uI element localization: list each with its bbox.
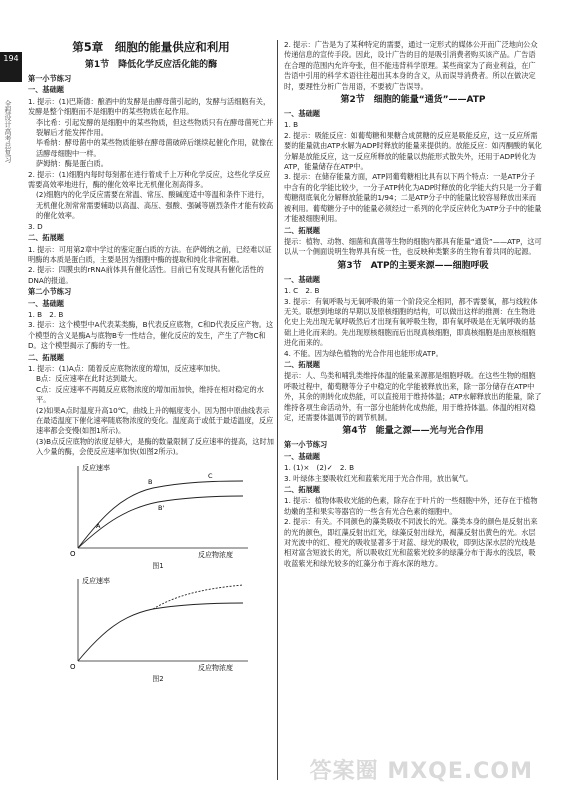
answer-paragraph: 1. (1)× (2)✓ 2. B bbox=[284, 463, 354, 473]
answer-paragraph: 2. 提示：四膜虫的rRNA前体具有催化活性。目前已有发现具有催化活性的DNA的报道。 bbox=[28, 265, 264, 285]
answer-paragraph: 1. 提示：植物体吸收光能的色素，除存在于叶片的一些细胞中外，还存在于植物幼嫩的茎和果实等器官的一些含有光合色素的细胞中。 bbox=[284, 496, 538, 516]
page-number-tab bbox=[0, 52, 22, 82]
point-c-label: C bbox=[208, 471, 213, 480]
answer-paragraph: 2. 提示：吸能反应：如葡萄糖和果糖合成蔗糖的反应是吸能反应，这一反应所需要的能量就由ATP水解为ADP时释放的能量来提供的。放能反应：如丙酮酸的氧化分解是放能反应，这一反应所释放的能量以热能形式散失外，还用于ADP转化为ATP，能量储存在ATP中。 bbox=[284, 130, 542, 172]
origin-label: O bbox=[70, 663, 76, 672]
answer-paragraph: 3. 提示：这个模型中A代表某类酶，B代表反应底物，C和D代表反应产物。这个模型的含义是酶A与底物B专一性结合，催化反应的发生，产生了产物C和D。这个模型揭示了酶的专一性。 bbox=[28, 320, 274, 351]
curve-more-enzyme bbox=[153, 585, 243, 609]
section-title: 第1节 降低化学反应活化能的酶 bbox=[84, 60, 218, 70]
category-heading: 二、拓展题 bbox=[28, 233, 64, 243]
figure-1-caption: 图1 bbox=[152, 561, 164, 570]
answer-paragraph: 3. 叶绿体主要吸收红光和蓝紫光用于光合作用，放出氧气。 bbox=[284, 473, 473, 483]
figure-1-graph bbox=[58, 460, 258, 560]
category-heading: 二、拓展题 bbox=[284, 485, 320, 495]
answer-paragraph: 1. 提示：(1)A点：随着反应底物浓度的增加，反应速率加快。 bbox=[28, 363, 225, 373]
point-b-label: B bbox=[148, 477, 153, 486]
point-bprime-label: B' bbox=[158, 503, 165, 512]
answer-paragraph: 4. 不能。因为绿色植物的光合作用也能形成ATP。 bbox=[284, 348, 443, 358]
answer-paragraph: 1. 提示：可用第2章中学过的鉴定蛋白质的方法。在萨姆纳之前，已经难以证明酶的本质是蛋白质，主要是因为细胞中酶的提取和纯化非常困难。 bbox=[28, 244, 272, 264]
figure-2-graph bbox=[58, 573, 258, 673]
category-heading: 一、基础题 bbox=[284, 109, 320, 119]
section-title: 第3节 ATP的主要来源——细胞呼吸 bbox=[337, 260, 489, 271]
answer-paragraph: 1. B 2. B bbox=[28, 309, 64, 319]
answer-paragraph: 李比希：引起发酵的是细胞中的某些物质，但这些物质只有在酵母菌死亡并裂解后才能发挥作用。 bbox=[36, 117, 274, 138]
figure-2-caption: 图2 bbox=[152, 675, 164, 684]
answer-paragraph: 1. 提示：(1)巴斯德：酿酒中的发酵是由酵母菌引起的，发酵与活细胞有关，发酵是整个细胞而不是细胞中的某些物质在起作用。 bbox=[28, 96, 271, 117]
category-heading: 一、基础题 bbox=[284, 451, 320, 461]
category-heading: 一、基础题 bbox=[284, 274, 320, 284]
answer-paragraph: 萨姆纳：酶是蛋白质。 bbox=[36, 159, 108, 169]
point-a-label: A bbox=[96, 521, 101, 530]
answer-paragraph: (2)如果A点时温度升高10℃，曲线上升的幅度变小。因为图中原曲线表示在最适温度下催化速率随底物浓度的变化。温度高于或低于最适温度，反应速率都会变慢(如图1所示)。 bbox=[36, 405, 274, 436]
y-axis-label: 反应速率 bbox=[82, 577, 110, 586]
column-divider bbox=[277, 40, 278, 780]
answer-paragraph: 1. B bbox=[284, 120, 299, 130]
category-heading: 二、拓展题 bbox=[284, 225, 320, 235]
answer-paragraph: C点：反应速率不再随反应底物浓度的增加而加快，维持在相对稳定的水平。 bbox=[36, 384, 264, 405]
answer-paragraph: 1. C 2. B bbox=[284, 286, 320, 296]
category-heading: 二、拓展题 bbox=[28, 352, 64, 362]
category-heading: 一、基础题 bbox=[28, 85, 64, 95]
curve-original bbox=[78, 603, 243, 661]
watermark: 答案圈 MXQE.COM bbox=[309, 759, 533, 784]
answer-paragraph: 毕希纳：酵母菌中的某些物质能够在酵母菌破碎后继续起催化作用，就像在活酵母细胞中一样。 bbox=[36, 138, 274, 158]
category-heading: 二、拓展题 bbox=[284, 359, 320, 369]
subsection-title: 第二小节练习 bbox=[28, 287, 72, 297]
answer-paragraph: (3)B点反应底物的浓度足够大，是酶的数量限制了反应速率的提高，这时加入少量的酶，会使反应速率加快(如图2所示)。 bbox=[36, 436, 274, 457]
subsection-title: 第一小节练习 bbox=[284, 440, 328, 450]
answer-paragraph: 提示：植物、动物、细菌和真菌等生物的细胞内都具有能量“通货”——ATP，这可以从一个侧面说明生物界具有统一性，也反映种类繁多的生物有着共同的起源。 bbox=[284, 236, 542, 257]
origin-label: O bbox=[70, 549, 76, 558]
answer-paragraph: 提示：人、鸟类和哺乳类维持体温的能量来源都是细胞呼吸。在这些生物的细胞呼吸过程中，葡萄糖等分子中稳定的化学能被释放出来，除一部分储存在ATP中外，其余的则转化成热能，可以直接用于维持体温；ATP水解释放出的能量，除了维持各项生命活动外，有一部分也能转化成热能，用于维持体温。体温的相对稳定，还需要体温调节的调节机制。 bbox=[284, 371, 542, 422]
answer-paragraph: 2. 提示：有关。不同颜色的藻类吸收不同波长的光。藻类本身的颜色是反射出来的光的颜色，即红藻反射出红光，绿藻反射出绿光，褐藻反射出黄色的光。水层对光波中的红、橙光的吸收显著多于对蓝、绿光的吸收，即到达深水层的光线是相对富含短波长的光，所以吸收红光和蓝紫光较多的绿藻分布于海水的浅层，吸收蓝紫光和绿光较多的红藻分布于海水深的地方。 bbox=[284, 517, 538, 568]
answer-paragraph: 2. 提示：广告是为了某种特定的需要，通过一定形式的媒体公开而广泛地向公众传递信息的宣传手段。因此，设计广告的目的是吸引消费者购买该产品。广告语在合理的范围内允许夸张，但不能违背科学原理。某些商家为了商业利益，在广告语中引用的科学术语往往超出其本身的含义，从而误导消费者。所以在做决定时，要理性分析广告用语，不要被广告误导。 bbox=[284, 40, 538, 91]
page-number: 194 bbox=[3, 54, 19, 63]
section-title: 第2节 细胞的能量“通货”——ATP bbox=[340, 95, 486, 106]
category-heading: 一、基础题 bbox=[28, 298, 64, 308]
curve-original bbox=[78, 481, 243, 548]
answer-paragraph: B点：反应速率在此时达到最大。 bbox=[36, 374, 142, 384]
right-column bbox=[284, 40, 542, 569]
figure-2 bbox=[58, 573, 258, 673]
spine-text: 全程设计高考总复习 bbox=[4, 100, 12, 163]
answer-paragraph: 3. 提示：在储存能量方面，ATP同葡萄糖相比具有以下两个特点：一是ATP分子中含有的化学能比较少，一分子ATP转化为ADP时释放的化学能大约只是一分子葡萄糖彻底氧化分解释放能量的1/94；二是ATP分子中的能量比较容易释放出来而被利用。葡萄糖分子中的能量必须经过一系列的化学反应转化为ATP分子中的能量才能被细胞利用。 bbox=[284, 172, 542, 224]
left-column bbox=[28, 40, 274, 684]
figure-1 bbox=[58, 460, 258, 560]
answer-paragraph: 2. 提示：(1)细胞内每时每刻都在进行着成千上万种化学反应，这些化学反应需要高效率地进行，酶的催化效率比无机催化剂高得多。 bbox=[28, 169, 271, 190]
y-axis-label: 反应速率 bbox=[82, 463, 110, 472]
subsection-title: 第一小节练习 bbox=[28, 74, 72, 83]
answer-paragraph: (2)细胞内的化学反应需要在常温、常压、酸碱度适中等温和条件下进行，无机催化剂常常需要辅助以高温、高压、强酸、强碱等剧烈条件才能有较高的催化效率。 bbox=[36, 190, 274, 221]
section-title: 第4节 能量之源——光与光合作用 bbox=[342, 426, 484, 437]
x-axis-label: 反应物浓度 bbox=[198, 664, 233, 673]
answer-paragraph: 3. D bbox=[28, 221, 43, 231]
x-axis-label: 反应物浓度 bbox=[198, 550, 233, 559]
chapter-title: 第5章 细胞的能量供应和利用 bbox=[72, 40, 230, 54]
answer-paragraph: 3. 提示：有氧呼吸与无氧呼吸的第一个阶段完全相同，都不需要氧，都与线粒体无关。联想到地球的早期以及原核细胞的结构，可以做出这样的推测：在生物进化史上先出现无氧呼吸然后才出现有氧呼吸生物，即有氧呼吸是在无氧呼吸的基础上进化而来的。先出现原核细胞而后出现真核细胞，即真核细胞是由原核细胞进化而来的。 bbox=[284, 296, 538, 348]
